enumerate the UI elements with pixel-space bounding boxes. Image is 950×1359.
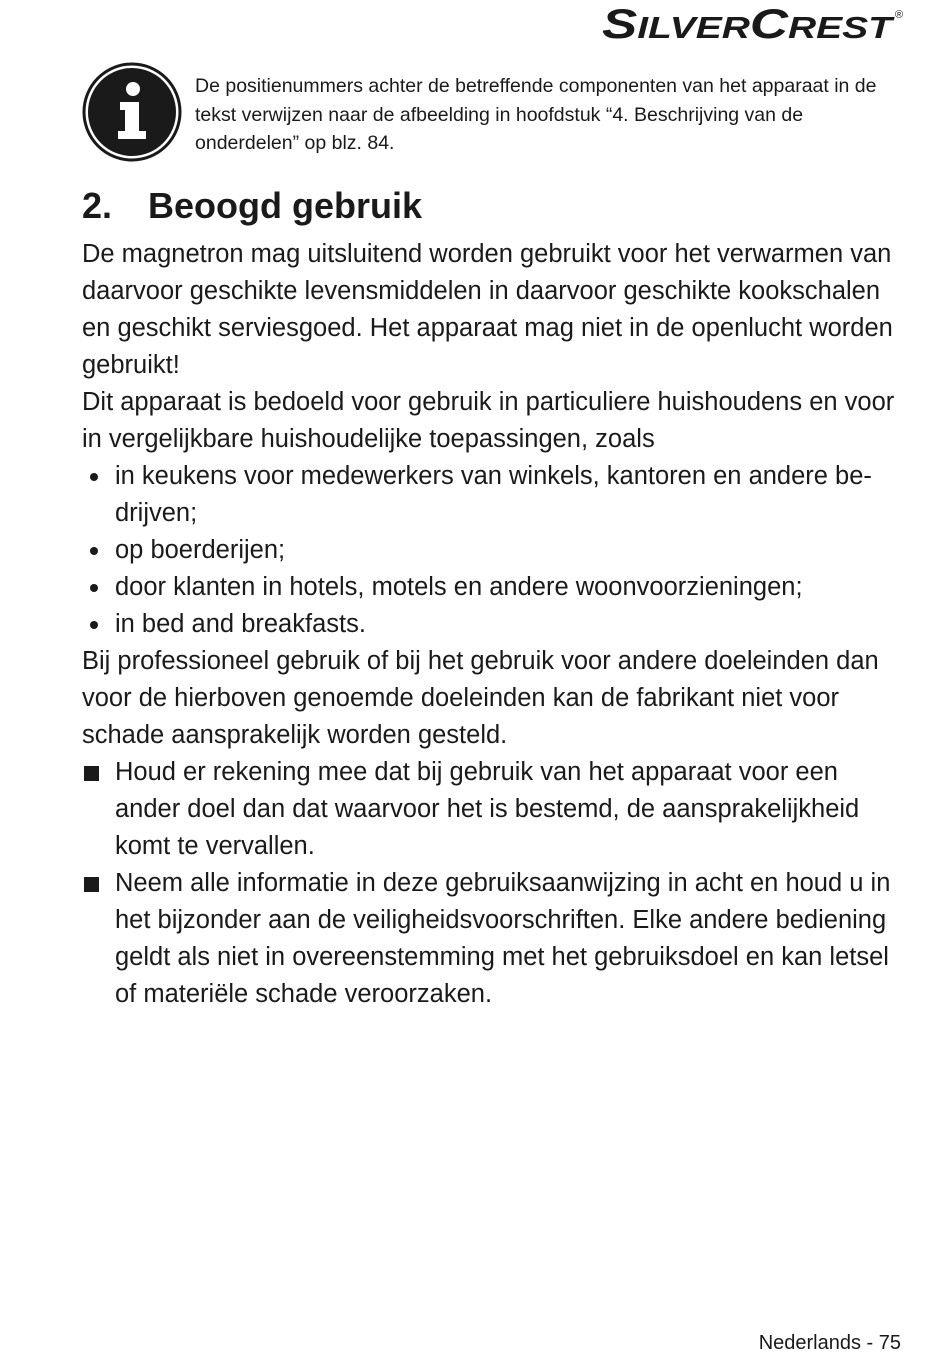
bullet-dot-icon xyxy=(90,473,98,481)
section-number: 2. xyxy=(82,185,113,226)
square-bullet-icon xyxy=(84,877,99,892)
usage-list xyxy=(82,458,907,643)
paragraph-intended-use: De magnetron mag uitsluitend worden gebruikt voor het verwarmen van daarvoor geschikte levensmiddelen in daarvoor geschikte kookschalen en geschikt serviesgoed. Het apparaat mag niet in de openlucht worden gebruikt! xyxy=(82,240,893,379)
bullet-dot-icon xyxy=(90,547,98,555)
section-body xyxy=(82,236,907,1013)
notes-list xyxy=(82,754,907,1013)
list-item: in keukens voor medewerkers van winkels, kantoren en andere bedrijven; xyxy=(82,458,907,532)
paragraph-household: Dit apparaat is bedoeld voor gebruik in particuliere huishoudens en voor in vergelijkbare huishoudelijke toepassingen, zoals xyxy=(82,388,895,453)
registered-mark: ® xyxy=(895,9,904,21)
list-item: door klanten in hotels, motels en andere woonvoorzieningen; xyxy=(82,569,907,606)
svg-text:SILVERCREST: S ILVER C REST xyxy=(602,0,871,44)
list-item: Neem alle informatie in deze gebruiksaanwijzing in acht en houd u in het bijzonder aan de veiligheidsvoorschriften. Elke andere bediening geldt als niet in overeenstemming met het gebruiksdoel en kan letsel of materiële schade veroorzaken. xyxy=(82,865,907,1013)
list-item: op boerderijen; xyxy=(82,532,907,569)
info-note xyxy=(82,62,902,162)
section-heading xyxy=(82,183,422,229)
info-note-text: De positienummers achter de betreffende componenten van het apparaat in de tekst verwijzen naar de afbeelding in hoofdstuk “4. Beschrijving van de onderdelen” op blz. 84. xyxy=(195,75,877,154)
square-bullet-icon xyxy=(84,766,99,781)
info-icon xyxy=(82,62,182,162)
section-title: Beoogd gebruik xyxy=(148,185,423,226)
bullet-dot-icon xyxy=(90,621,98,629)
bullet-dot-icon xyxy=(90,584,98,592)
paragraph-liability: Bij professioneel gebruik of bij het gebruik voor andere doeleinden dan voor de hierboven genoemde doeleinden kan de fabrikant niet voor schade aansprakelijk worden gesteld. xyxy=(82,647,879,749)
list-item: in bed and breakfasts. xyxy=(82,606,907,643)
list-item: Houd er rekening mee dat bij gebruik van het apparaat voor een ander doel dan dat waarvoor het is bestemd, de aansprakelijkheid komt te vervallen. xyxy=(82,754,907,865)
page-footer: Nederlands - 75 xyxy=(758,1332,901,1354)
silvercrest-logo xyxy=(602,0,906,44)
